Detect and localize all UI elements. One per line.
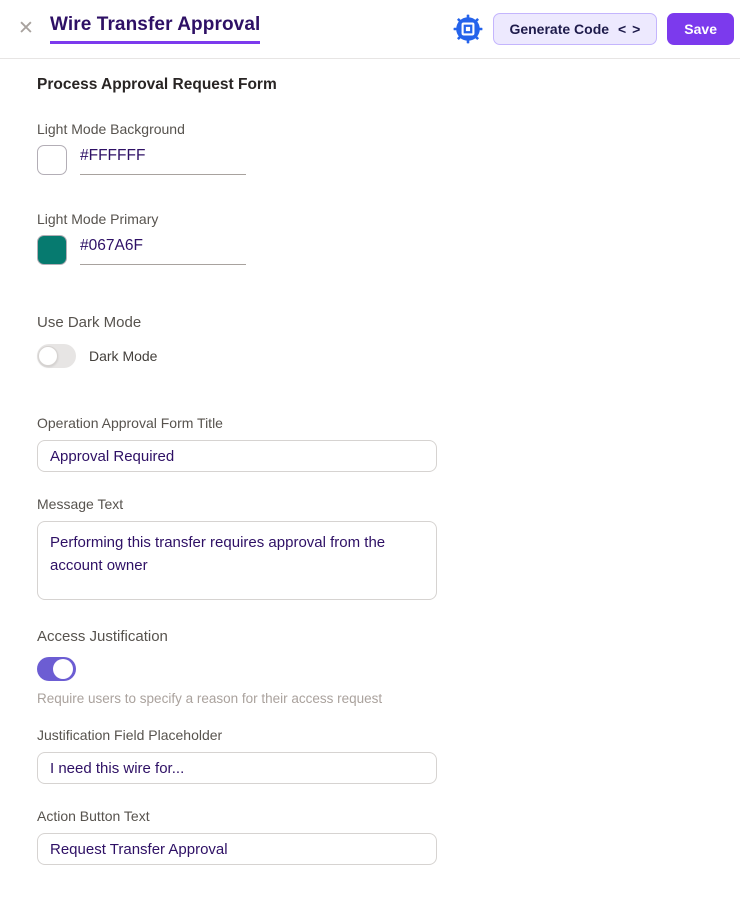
field-group-access-justification: [37, 628, 474, 706]
use-dark-mode-label: Use Dark Mode: [37, 314, 142, 331]
message-text-input[interactable]: [37, 521, 437, 600]
dark-mode-toggle[interactable]: [37, 344, 76, 368]
light-primary-hex-input[interactable]: [80, 235, 246, 265]
field-group-message-text: [37, 496, 474, 605]
generate-code-label: Generate Code: [509, 21, 610, 37]
field-group-light-background: [37, 121, 474, 175]
field-group-action-button: [37, 808, 474, 865]
light-background-hex-input[interactable]: [80, 145, 246, 175]
justification-placeholder-label: Justification Field Placeholder: [37, 727, 223, 743]
save-button[interactable]: Save: [667, 13, 734, 45]
access-justification-toggle-row: [37, 657, 474, 681]
message-text-label: Message Text: [37, 496, 124, 512]
light-primary-row: [37, 235, 474, 265]
field-group-justification-placeholder: [37, 727, 474, 784]
form-editor-panel: [0, 59, 474, 865]
access-justification-help-text: Require users to specify a reason for their access request: [37, 691, 383, 706]
field-group-light-primary: [37, 211, 474, 265]
action-button-label: Action Button Text: [37, 808, 150, 824]
page-title-underline: [50, 14, 260, 44]
light-background-row: [37, 145, 474, 175]
toggle-knob: [38, 346, 58, 366]
justification-placeholder-input[interactable]: [37, 752, 437, 784]
light-primary-swatch[interactable]: [37, 235, 67, 265]
close-icon[interactable]: ✕: [12, 15, 40, 43]
light-primary-label: Light Mode Primary: [37, 211, 159, 227]
page-title[interactable]: Wire Transfer Approval: [50, 14, 261, 35]
dark-mode-toggle-text: Dark Mode: [89, 348, 158, 364]
code-brackets-icon: < >: [618, 21, 642, 37]
toggle-knob: [53, 659, 73, 679]
form-title-label: Operation Approval Form Title: [37, 415, 223, 431]
header-bar: [0, 0, 740, 59]
section-heading: Process Approval Request Form: [37, 76, 277, 93]
dark-mode-toggle-row: [37, 344, 474, 368]
light-background-label: Light Mode Background: [37, 121, 185, 137]
field-group-dark-mode: [37, 314, 474, 368]
form-title-input[interactable]: [37, 440, 437, 472]
access-justification-toggle[interactable]: [37, 657, 76, 681]
access-justification-label: Access Justification: [37, 628, 168, 645]
light-background-swatch[interactable]: [37, 145, 67, 175]
cpu-chip-icon[interactable]: [453, 14, 483, 44]
action-button-input[interactable]: [37, 833, 437, 865]
generate-code-button[interactable]: [493, 13, 657, 45]
field-group-form-title: [37, 415, 474, 472]
